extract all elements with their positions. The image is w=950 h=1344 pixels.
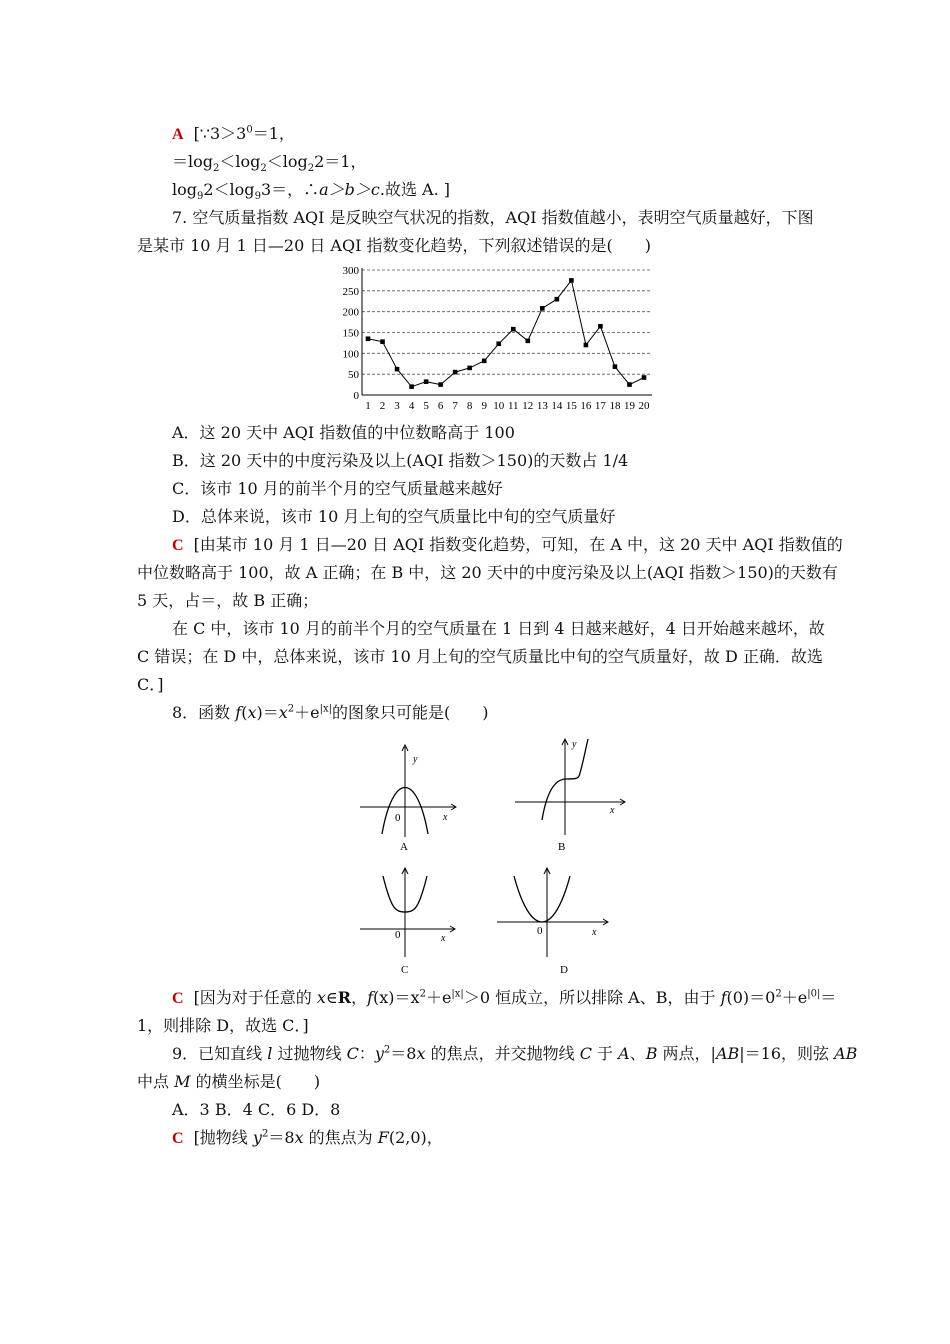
data-point-day-9: [482, 359, 487, 364]
q6-solution-line-3: $\log_92<\log_93=$，∴a＞b＞c.故选 A. ]: [172, 180, 451, 203]
x-tick-label-17: 17: [594, 400, 606, 412]
data-point-day-5: [424, 379, 429, 384]
data-point-day-19: [627, 382, 632, 387]
x-tick-label-19: 19: [623, 400, 635, 412]
x-tick-label-10: 10: [493, 400, 505, 412]
data-point-day-20: [642, 375, 647, 380]
x-tick-label-16: 16: [580, 400, 592, 412]
x-tick-label-3: 3: [394, 400, 400, 412]
q7-option-b: B．这 20 天中的中度污染及以上(AQI 指数＞150)的天数占 1/4: [172, 451, 629, 470]
q9-stem-line-2: 中点 M 的横坐标是( ): [137, 1072, 321, 1091]
q7-stem-line-2: 是某市 10 月 1 日—20 日 AQI 指数变化趋势，下列叙述错误的是( ): [137, 236, 651, 255]
data-point-day-7: [453, 370, 458, 375]
x-tick-label-2: 2: [379, 400, 386, 412]
data-point-day-17: [598, 324, 603, 329]
graph-d-x-label: x: [592, 927, 597, 938]
data-point-day-16: [584, 343, 589, 348]
x-tick-label-12: 12: [522, 400, 534, 412]
x-tick-label-11: 11: [507, 400, 519, 412]
q7-solution-line-5: C 错误；在 D 中，总体来说，该市 10 月上旬的空气质量比中旬的空气质量好，故 D 正确．故选: [137, 647, 823, 666]
data-point-day-13: [540, 306, 545, 311]
q7-answer: C: [172, 537, 184, 554]
x-tick-label-5: 5: [423, 400, 429, 412]
data-point-day-18: [613, 364, 618, 369]
q7-option-c: C．该市 10 月的前半个月的空气质量越来越好: [172, 479, 503, 498]
x-tick-label-1: 1: [365, 400, 371, 412]
x-tick-label-8: 8: [466, 400, 473, 412]
graph-d: [492, 862, 612, 980]
y-tick-label-200: 200: [342, 306, 359, 319]
y-tick-label-300: 300: [342, 265, 359, 277]
x-tick-label-7: 7: [452, 400, 458, 412]
graph-b-y-label: y: [572, 739, 577, 750]
graph-a-x-label: x: [443, 812, 448, 823]
graph-c: [355, 862, 460, 980]
q8-stem: 8．函数 $f(x)=x^2+e^{|x|}$的图象只可能是( ): [172, 703, 489, 722]
data-point-day-4: [409, 384, 414, 389]
q7-solution-line-6: C．]: [137, 675, 164, 694]
data-point-day-8: [467, 366, 472, 371]
y-tick-label-150: 150: [342, 327, 359, 340]
q9-answer: C: [172, 1130, 184, 1147]
graph-a-origin: 0: [395, 812, 401, 824]
data-point-day-1: [366, 336, 371, 341]
x-tick-label-18: 18: [609, 400, 621, 412]
y-tick-label-250: 250: [342, 285, 359, 298]
q7-option-d: D．总体来说，该市 10 月上旬的空气质量比中旬的空气质量好: [172, 507, 616, 526]
q9-solution-line-1: C [抛物线 $y^2=8x$ 的焦点为 F(2,0)，: [172, 1128, 443, 1147]
data-point-day-3: [395, 367, 400, 372]
data-point-day-2: [380, 339, 385, 344]
q6-solution-line-2: $=\log_2<\log_2<\log_22=1$，: [172, 152, 367, 175]
graph-a: [355, 742, 460, 857]
q9-stem-line-1: 9．已知直线 l 过抛物线 C：$y^2=8x$ 的焦点，并交抛物线 C 于 A、B 两点，|AB|＝16，则弦 AB: [172, 1044, 858, 1063]
graph-c-label: C: [401, 964, 409, 976]
graph-d-label: D: [560, 964, 568, 976]
data-point-day-6: [438, 382, 443, 387]
graph-a-y-label: y: [413, 754, 418, 765]
series-line: [368, 280, 644, 386]
q7-solution-line-4: 在 C 中，该市 10 月的前半个月的空气质量在 1 日到 4 日越来越好，4 日开始越来越坏，故: [172, 619, 825, 638]
q9-options: A．3 B．4 C．6 D．8: [172, 1100, 341, 1119]
q8-solution-line-1: C [因为对于任意的 x∈R，$f(x)=x^2+e^{|x|}>0$ 恒成立，所以排除 A、B，由于 $f(0)=0^2+e^{|0|}=$: [172, 988, 837, 1007]
q8-answer: C: [172, 990, 184, 1007]
q6-answer: A: [172, 126, 184, 143]
data-point-day-12: [525, 339, 530, 344]
q7-solution-line-3: 5 天，占＝，故 B 正确；: [137, 591, 319, 610]
x-tick-label-14: 14: [551, 400, 563, 412]
x-tick-label-15: 15: [565, 400, 577, 412]
x-tick-label-9: 9: [481, 400, 487, 412]
data-point-day-14: [555, 297, 560, 302]
q7-stem-line-1: 7. 空气质量指数 AQI 是反映空气状况的指数，AQI 指数值越小，表明空气质量越好，下图: [172, 208, 814, 227]
data-point-day-11: [511, 327, 516, 332]
x-tick-label-4: 4: [408, 400, 415, 412]
graph-c-origin: 0: [395, 929, 401, 941]
q7-solution-line-1: C [由某市 10 月 1 日—20 日 AQI 指数变化趋势，可知，在 A 中，这 20 天中 AQI 指数值的: [172, 535, 843, 554]
data-point-day-15: [569, 278, 574, 283]
graph-b-label: B: [558, 841, 566, 853]
y-tick-label-0: 0: [353, 390, 359, 402]
x-tick-label-13: 13: [536, 400, 548, 412]
graph-a-label: A: [400, 841, 408, 853]
graph-c-x-label: x: [441, 933, 446, 944]
y-tick-label-100: 100: [342, 348, 359, 361]
graph-b: [510, 735, 630, 855]
q6-solution-line-1: A [$\because 3>3^0=1$，: [172, 124, 295, 143]
y-tick-label-50: 50: [348, 369, 359, 382]
q7-solution-line-2: 中位数略高于 100，故 A 正确；在 B 中，这 20 天中的中度污染及以上(AQI 指数＞150)的天数有: [137, 563, 838, 582]
q8-solution-line-2: 1，则排除 D，故选 C．]: [137, 1016, 309, 1035]
graph-d-origin: 0: [537, 925, 543, 937]
x-tick-label-6: 6: [437, 400, 444, 412]
data-point-day-10: [496, 341, 501, 346]
aqi-line-chart: [332, 262, 662, 416]
graph-b-x-label: x: [610, 805, 615, 816]
q7-option-a: A．这 20 天中 AQI 指数值的中位数略高于 100: [172, 423, 515, 442]
x-tick-label-20: 20: [638, 400, 650, 412]
